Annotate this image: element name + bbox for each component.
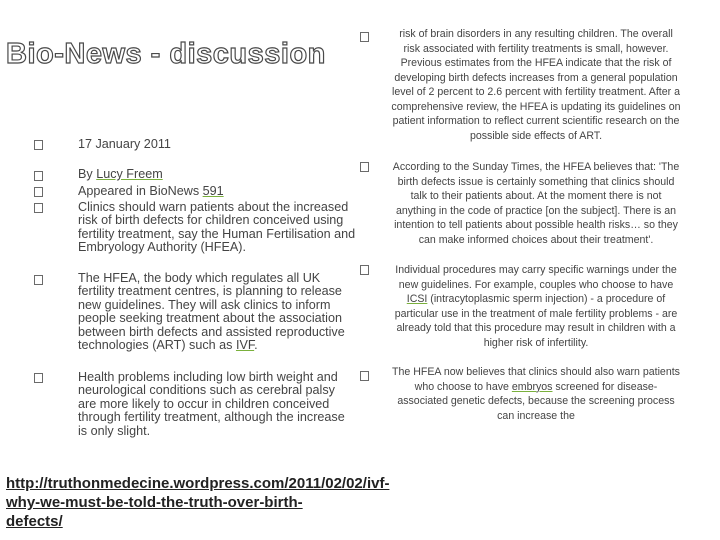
paragraph-text: Clinics should warn patients about the increased risk of birth defects for children conceived using fertility treatment, say the Human Fertilisation and Embryology Authority (HFEA).: [78, 200, 356, 255]
date-text: 17 January 2011: [78, 137, 171, 151]
source-url-link[interactable]: http://truthonmedecine.wordpress.com/2011/02/02/ivf-why-we-must-be-told-the-truth-over-birth-defects/: [6, 475, 390, 530]
paragraph-prefix: Individual procedures may carry specific warnings under the new guidelines. For example, couples who choose to have: [395, 264, 677, 291]
paragraph-text: According to the Sunday Times, the HFEA believes that: 'The birth defects issue is certainly something that clinics should talk to their patients about. At the moment there is not anything in the code of practice [on the subject]. There is an intention to tell patients about possible health risks… so they can make informed choices about their treatment'.: [392, 161, 680, 246]
slide-title: Bio-News - discussion: [6, 38, 326, 70]
bullet-icon: [360, 32, 369, 42]
bullet-icon: [34, 275, 43, 285]
paragraph-text: [390, 365, 682, 423]
author-link[interactable]: Lucy Freem: [96, 167, 163, 181]
bullet-icon: [34, 140, 43, 150]
paragraph-suffix: screened for disease-associated genetic defects, because the screening process can increase the: [397, 380, 675, 422]
author-prefix: By: [78, 167, 97, 181]
paragraph-text: Health problems including low birth weight and neurological conditions such as cerebral palsy are more likely to occur in children conceived through fertility treatment, although the increase is only slight.: [78, 370, 345, 438]
paragraph-suffix: (intracytoplasmic sperm injection) - a procedure of particular use in the treatment of male fertility problems - are already told that this procedure may result in children with a higher risk of infertility.: [394, 293, 678, 349]
bullet-icon: [360, 265, 369, 275]
bullet-icon: [34, 171, 43, 181]
embryos-link[interactable]: embryos: [511, 380, 553, 393]
paragraph-suffix: .: [254, 338, 258, 353]
appeared-line: [78, 185, 356, 198]
bullet-icon: [34, 373, 43, 383]
ivf-link[interactable]: IVF: [235, 338, 255, 353]
issue-link[interactable]: 591: [202, 184, 224, 198]
bullet-icon: [360, 371, 369, 381]
bullet-icon: [34, 203, 43, 213]
paragraph-prefix: The HFEA now believes that clinics should also warn patients who choose to have: [392, 366, 680, 393]
bullet-icon: [34, 187, 43, 197]
bullet-icon: [360, 162, 369, 172]
paragraph-text: [78, 272, 356, 352]
appeared-prefix: Appeared in BioNews: [78, 184, 203, 198]
author-line: [78, 168, 356, 181]
paragraph-prefix: The HFEA, the body which regulates all UK fertility treatment centres, is planning to release new guidelines. They will ask clinics to inform people seeking treatment about the association between birth defects and assisted reproductive technologies (ART) such as: [78, 271, 345, 353]
paragraph-text: risk of brain disorders in any resulting children. The overall risk associated with fertility treatments is small, however. Previous estimates from the HFEA indicate that the risk of developing birth defects increases from a general population level of 2 percent to 2.6 percent with fertility treatment. After a comprehensive review, the HFEA is updating its guidelines on patient information to reflect current scientific research on the possible side effects of ART.: [391, 28, 681, 142]
icsi-link[interactable]: ICSI: [406, 293, 428, 305]
paragraph-text: [390, 263, 682, 350]
